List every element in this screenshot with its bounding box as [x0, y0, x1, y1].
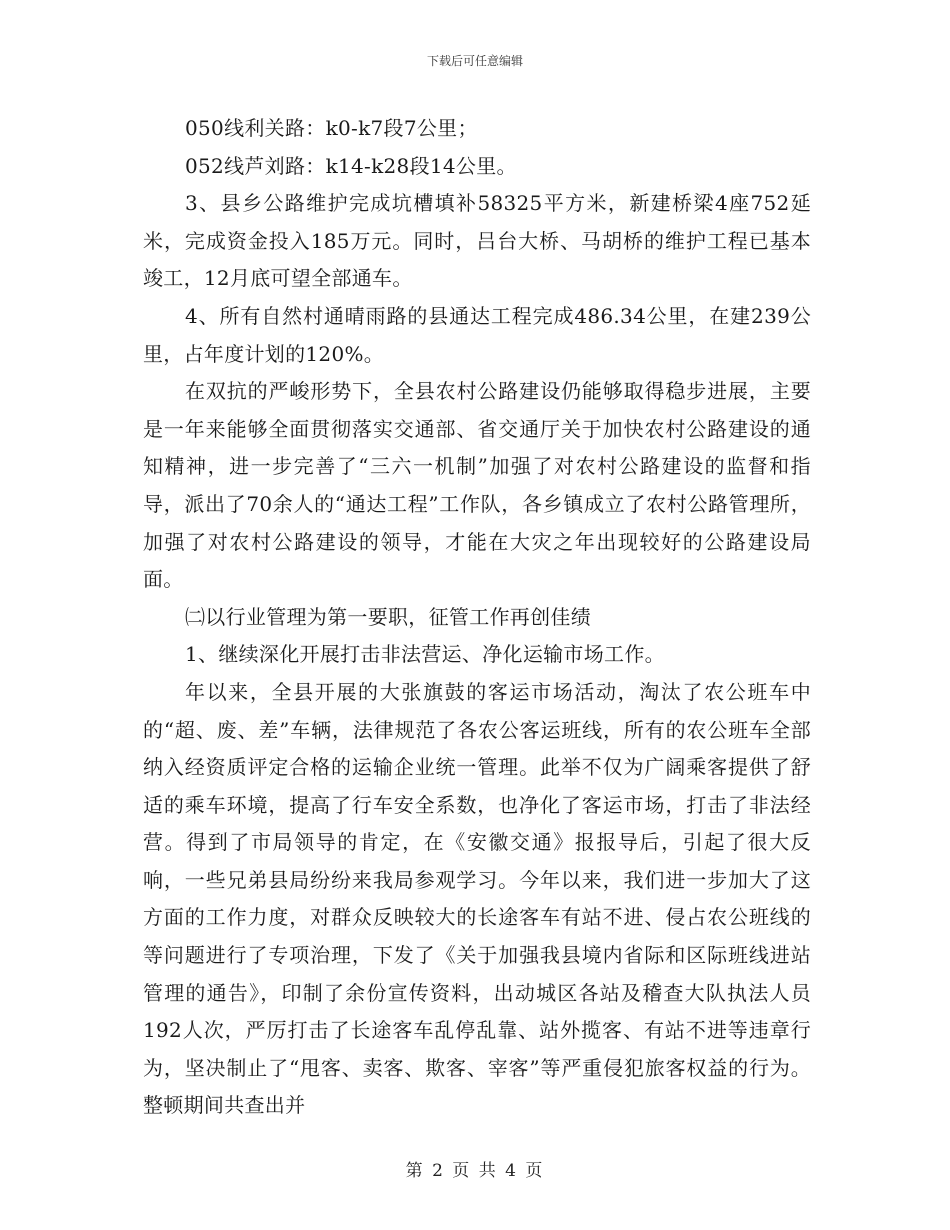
page-number: 第 2 页 共 4 页	[405, 1161, 545, 1181]
paragraph-summary: 在双抗的严峻形势下，全县农村公路建设仍能够取得稳步进展，主要是一年来能够全面贯彻落实交通部、省交通厅关于加快农村公路建设的通知精神，进一步完善了“三六一机制”加强了对农村公路建设的监督和指导，派出了70余人的“通达工程”工作队，各乡镇成立了农村公路管理所，加强了对农村公路建设的领导，才能在大灾之年出现较好的公路建设局面。	[143, 379, 811, 592]
page-header-note: 下载后可任意编辑	[426, 54, 523, 68]
paragraph-market-work: 年以来，全县开展的大张旗鼓的客运市场活动，淘汰了农公班车中的“超、废、差”车辆，法律规范了各农公客运班线，所有的农公班车全部纳入经资质评定合格的运输企业统一管理。此举不仅为广阔乘客提供了舒适的乘车环境，提高了行车安全系数，也净化了客运市场，打击了非法经营。得到了市局领导的肯定，在《安徽交通》报报导后，引起了很大反响，一些兄弟县局纷纷来我局参观学习。今年以来，我们进一步加大了这方面的工作力度，对群众反映较大的长途客车有站不进、侵占农公班线的等问题进行了专项治理，下发了《关于加强我县境内省际和区际班线进站管理的通告》，印制了余份宣传资料，出动城区各站及稽查大队执法人员192人次，严厉打击了长途客车乱停乱靠、站外揽客、有站不进等违章行为，坚决制止了“甩客、卖客、欺客、宰客”等严重侵犯旅客权益的行为。整顿期间共查出并	[143, 679, 811, 1118]
paragraph-road-052: 052线芦刘路：k14-k28段14公里。	[185, 153, 517, 178]
paragraph-item-3: 3、县乡公路维护完成坑槽填补58325平方米，新建桥梁4座752延米，完成资金投入185万元。同时，吕台大桥、马胡桥的维护工程已基本竣工，12月底可望全部通车。	[143, 191, 811, 291]
paragraph-subheading-1: 1、继续深化开展打击非法营运、净化运输市场工作。	[185, 642, 665, 667]
document-body	[143, 110, 811, 1125]
paragraph-road-050: 050线利关路：k0-k7段7公里；	[185, 116, 478, 140]
section-heading-2: ㈡以行业管理为第一要职，征管工作再创佳绩	[185, 604, 591, 629]
paragraph-item-4: 4、所有自然村通晴雨路的县通达工程完成486.34公里，在建239公里，占年度计划的120%。	[143, 303, 811, 366]
